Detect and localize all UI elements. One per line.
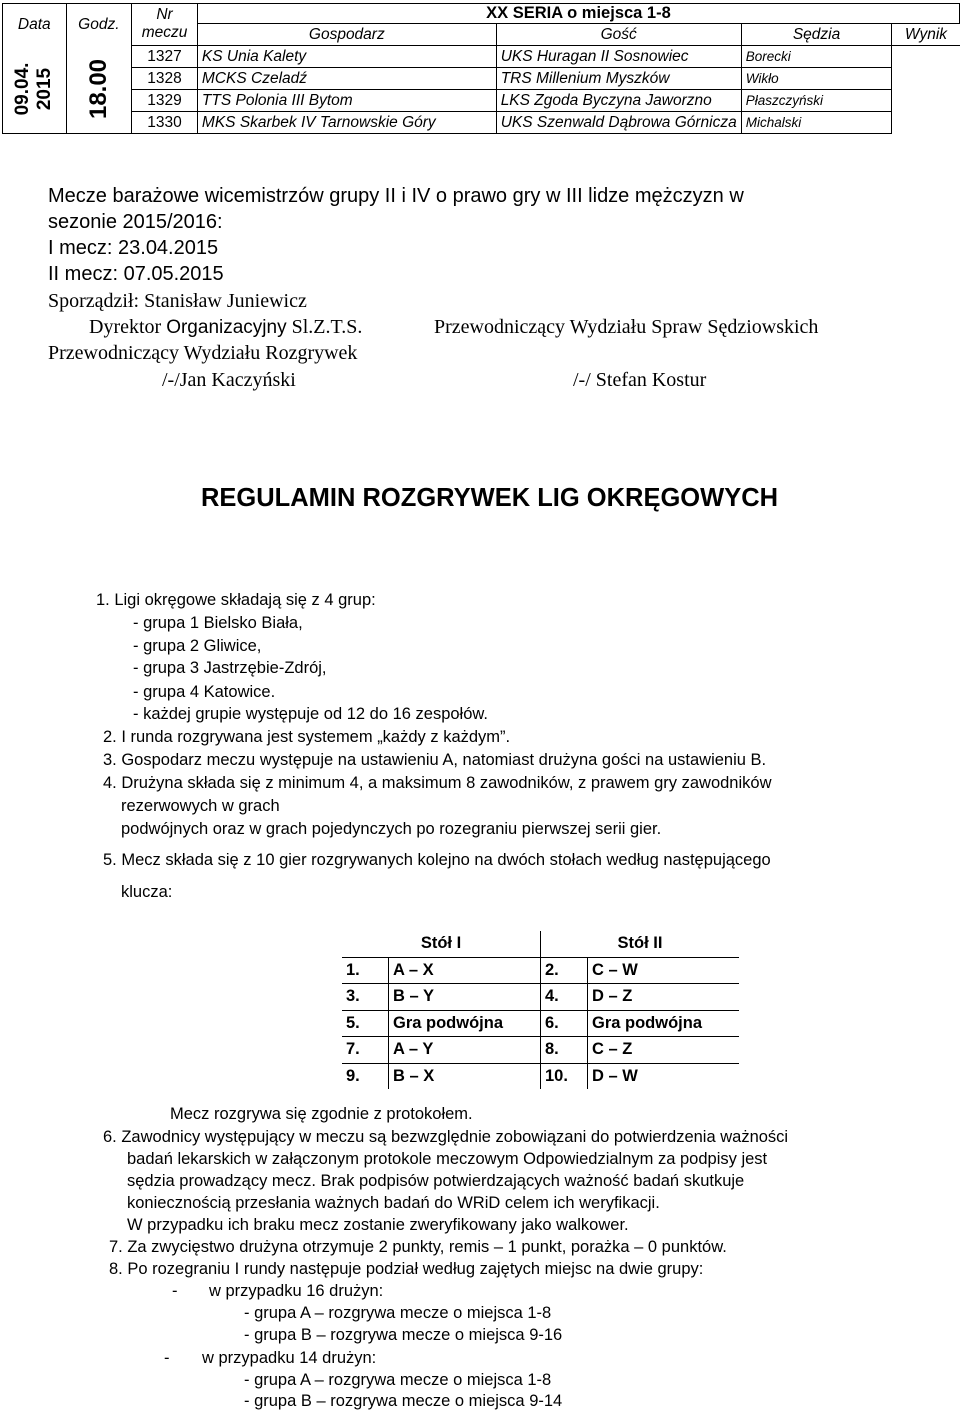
signature-right: /-/ Stefan Kostur (573, 369, 707, 391)
director-title (89, 316, 362, 339)
header-data: Data (3, 4, 67, 46)
key-header-row (342, 931, 739, 957)
series-title: XX SERIA o miejsca 1-8 (197, 4, 959, 24)
playoff-line-2: sezonie 2015/2016: (48, 211, 223, 233)
signature-left: /-/Jan Kaczyński (162, 369, 296, 391)
match-home: MKS Skarbek IV Tarnowskie Góry (197, 112, 496, 134)
time-cell (66, 46, 132, 134)
key-row (342, 1010, 739, 1037)
key-header-table-2: Stół II (541, 931, 740, 957)
match-row (3, 90, 960, 112)
key-game-pairing: B – X (389, 1063, 541, 1089)
chair-referees-title: Przewodniczący Wydziału Spraw Sędziowskich (434, 316, 819, 338)
game-key-table (342, 931, 739, 1089)
match-row (3, 46, 960, 68)
match-nr: 1328 (132, 68, 198, 90)
reg-point-5-protocol: Mecz rozgrywa się zgodnie z protokołem. (170, 1105, 473, 1123)
match-date-year: 2015 (34, 68, 56, 111)
key-game-number: 9. (342, 1063, 389, 1089)
reg-point-5-line-1: 5. Mecz składa się z 10 gier rozgrywanych kolejno na dwóch stołach według następującego (103, 851, 771, 869)
key-game-number: 5. (342, 1010, 389, 1037)
key-game-number: 4. (541, 984, 588, 1011)
match-away: UKS Szenwald Dąbrowa Górnicza (496, 112, 741, 134)
key-row (342, 1063, 739, 1089)
header-nr: Nr (132, 4, 198, 24)
key-game-pairing: C – Z (588, 1037, 740, 1064)
reg-point-8b-group-a: - grupa A – rozgrywa mecze o miejsca 1-8 (244, 1371, 552, 1389)
date-cell (3, 46, 67, 134)
reg-point-8b-dash: - (164, 1349, 170, 1367)
reg-point-4-line-1: 4. Drużyna składa się z minimum 4, a maksimum 8 zawodników, z prawem gry zawodników (103, 774, 772, 792)
reg-point-1b: - grupa 2 Gliwice, (133, 637, 262, 655)
series-title-row (3, 4, 960, 24)
key-game-number: 2. (541, 957, 588, 984)
reg-point-6-line-2: badań lekarskich w załączonym protokole meczowym Odpowiedzialnym za podpisy jest (127, 1150, 768, 1168)
reg-point-7: 7. Za zwycięstwo drużyna otrzymuje 2 punkty, remis – 1 punkt, porażka – 0 punktów. (109, 1238, 727, 1256)
key-header-table-1: Stół I (342, 931, 541, 957)
reg-point-4-line-2: rezerwowych w grach (121, 797, 280, 815)
key-row (342, 1037, 739, 1064)
match-row (3, 68, 960, 90)
reg-point-1d: - grupa 4 Katowice. (133, 683, 276, 701)
prepared-by: Sporządził: Stanisław Juniewicz (48, 290, 307, 312)
reg-point-6-line-4: koniecznością przesłania ważnych badań do WRiD celem ich weryfikacji. (127, 1194, 660, 1212)
key-game-pairing: B – Y (389, 984, 541, 1011)
header-sedzia: Sędzia (741, 24, 892, 46)
match-result (892, 46, 960, 68)
header-nr-meczu: meczu (132, 24, 198, 46)
reg-point-8a: w przypadku 16 drużyn: (209, 1282, 384, 1300)
reg-point-6-line-3: sędzia prowadzący mecz. Brak podpisów potwierdzających ważność badań skutkuje (127, 1172, 745, 1190)
director-suffix: Sl.Z.T.S. (286, 316, 363, 338)
match-nr: 1327 (132, 46, 198, 68)
chair-games-title: Przewodniczący Wydziału Rozgrywek (48, 342, 358, 364)
header-gospodarz: Gospodarz (197, 24, 496, 46)
match-result (892, 112, 960, 134)
reg-point-3: 3. Gospodarz meczu występuje na ustawieniu A, natomiast drużyna gości na ustawieniu B. (103, 751, 767, 769)
reg-point-1a: - grupa 1 Bielsko Biała, (133, 614, 303, 632)
reg-point-8b-group-b: - grupa B – rozgrywa mecze o miejsca 9-14 (244, 1392, 563, 1410)
match-referee: Płaszczyński (741, 90, 892, 112)
match-nr: 1329 (132, 90, 198, 112)
reg-point-8a-group-a: - grupa A – rozgrywa mecze o miejsca 1-8 (244, 1304, 552, 1322)
key-row (342, 957, 739, 984)
match-date (12, 63, 56, 116)
match-date-day: 09.04. (12, 62, 34, 116)
key-game-number: 3. (342, 984, 389, 1011)
reg-point-8a-group-b: - grupa B – rozgrywa mecze o miejsca 9-16 (244, 1326, 563, 1344)
header-gosc: Gość (496, 24, 741, 46)
key-game-pairing: Gra podwójna (588, 1010, 740, 1037)
reg-point-5-line-2: klucza: (121, 883, 173, 901)
reg-point-6-line-5: W przypadku ich braku mecz zostanie zweryfikowany jako walkower. (127, 1216, 629, 1234)
key-row (342, 984, 739, 1011)
match-row (3, 112, 960, 134)
header-row (3, 24, 960, 46)
reg-point-8a-dash: - (172, 1282, 178, 1300)
key-game-number: 6. (541, 1010, 588, 1037)
reg-point-8: 8. Po rozegraniu I rundy następuje podział według zajętych miejsc na dwie grupy: (109, 1260, 704, 1278)
match-away: LKS Zgoda Byczyna Jaworzno (496, 90, 741, 112)
match-referee: Michalski (741, 112, 892, 134)
match-nr: 1330 (132, 112, 198, 134)
match-home: KS Unia Kalety (197, 46, 496, 68)
key-game-number: 10. (541, 1063, 588, 1089)
key-game-pairing: Gra podwójna (389, 1010, 541, 1037)
key-game-pairing: A – Y (389, 1037, 541, 1064)
key-game-number: 8. (541, 1037, 588, 1064)
header-wynik: Wynik (892, 24, 960, 46)
match-result (892, 90, 960, 112)
reg-point-4-line-3: podwójnych oraz w grach pojedynczych po rozegraniu pierwszej serii gier. (121, 820, 662, 838)
key-game-number: 7. (342, 1037, 389, 1064)
key-game-pairing: A – X (389, 957, 541, 984)
director-prefix: Dyrektor (89, 316, 167, 338)
match-away: TRS Millenium Myszków (496, 68, 741, 90)
reg-point-1e: - każdej grupie występuje od 12 do 16 zespołów. (133, 705, 488, 723)
match-home: MCKS Czeladź (197, 68, 496, 90)
key-game-pairing: C – W (588, 957, 740, 984)
director-word: Organizacyjny (166, 317, 287, 338)
playoff-first-match: I mecz: 23.04.2015 (48, 237, 219, 259)
key-game-number: 1. (342, 957, 389, 984)
match-time: 18.00 (84, 59, 112, 120)
reg-point-8b: w przypadku 14 drużyn: (202, 1349, 377, 1367)
playoff-second-match: II mecz: 07.05.2015 (48, 263, 224, 285)
key-game-pairing: D – W (588, 1063, 740, 1089)
schedule-table (2, 3, 960, 134)
regulations-title: REGULAMIN ROZGRYWEK LIG OKRĘGOWYCH (201, 484, 779, 512)
playoff-line-1: Mecze barażowe wicemistrzów grupy II i IV o prawo gry w III lidze mężczyzn w (48, 185, 744, 207)
match-referee: Wikło (741, 68, 892, 90)
key-game-pairing: D – Z (588, 984, 740, 1011)
match-away: UKS Huragan II Sosnowiec (496, 46, 741, 68)
match-home: TTS Polonia III Bytom (197, 90, 496, 112)
header-godz: Godz. (66, 4, 132, 46)
reg-point-1c: - grupa 3 Jastrzębie-Zdrój, (133, 659, 327, 677)
match-result (892, 68, 960, 90)
reg-point-2: 2. I runda rozgrywana jest systemem „każdy z każdym”. (103, 728, 511, 746)
match-referee: Borecki (741, 46, 892, 68)
reg-point-1: 1. Ligi okręgowe składają się z 4 grup: (96, 591, 376, 609)
reg-point-6-line-1: 6. Zawodnicy występujący w meczu są bezwzględnie zobowiązani do potwierdzenia ważności (103, 1128, 789, 1146)
